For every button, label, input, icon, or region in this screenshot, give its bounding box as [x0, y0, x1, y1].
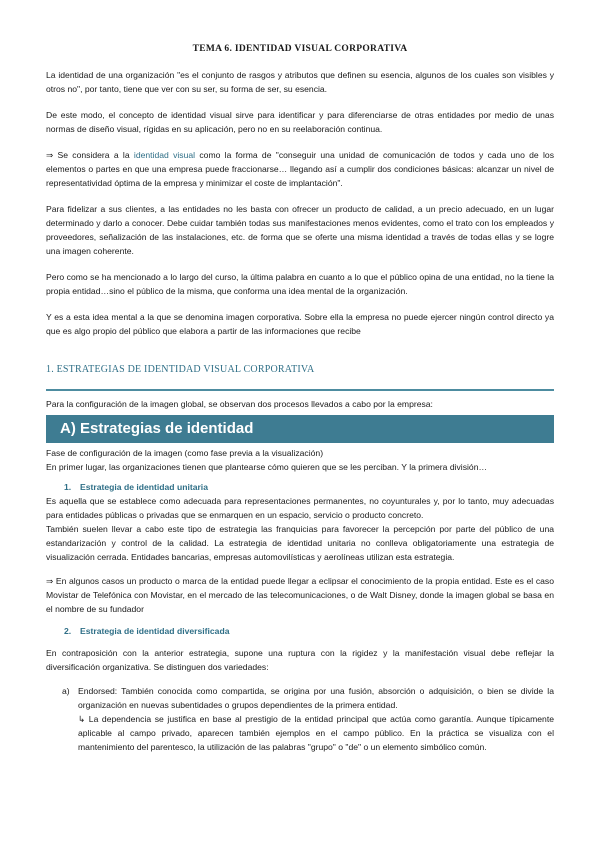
- section-divider: [46, 389, 554, 391]
- paragraph-identity-definition: La identidad de una organización "es el conjunto de rasgos y atributos que definen su esencia, algunos de los cuales son visibles y otros no", por tanto, tiene que ver con su ser, su forma de ser, su esencia.: [46, 70, 554, 94]
- paragraph-visual-identity-quote: [46, 148, 554, 190]
- quote-prefix: ⇒ Se considera a la: [46, 150, 134, 160]
- document-title: TEMA 6. IDENTIDAD VISUAL CORPORATIVA: [192, 44, 408, 54]
- list-item-endorsed: [62, 684, 554, 754]
- subheading-title: Estrategia de identidad diversificada: [80, 626, 230, 636]
- paragraph-client-fidelity: Para fidelizar a sus clientes, a las entidades no les basta con ofrecer un producto de calidad, a un precio adecuado, en un lugar determinado y darlo a conocer. Debe cuidar también todas sus manifestaciones menos evidentes, como el trato con los empleados y proveedores, señalización de las instalaciones, etc. de forma que se oferte una misma identidad a través de todas ellas y se logre una imagen coherente.: [46, 204, 554, 256]
- banner-estrategias-identidad: A) Estrategias de identidad: [46, 415, 554, 443]
- paragraph-corporate-image: Y es a esta idea mental a la que se denomina imagen corporativa. Sobre ella la empresa no puede ejercer ningún control directo ya que es algo propio del público que elabora a partir de las informaciones que recibe: [46, 312, 554, 336]
- paragraph-unitaria-definition: Es aquella que se establece como adecuada para representaciones permanentes, no coyunturales y, por lo tanto, muy adecuadas para entidades públicas o privadas que se enmarquen en un espacio, servicio o producto concreto.: [46, 496, 554, 520]
- paragraph-unitaria-eclipse: ⇒ En algunos casos un producto o marca de la entidad puede llegar a eclipsar el conocimiento de la propia entidad. Este es el caso Movistar de Telefónica con Movistar, en el mercado de las telecomunicaciones, o de Walt Disney, donde la imagen global se basa en el nombre de su fundador: [46, 576, 554, 614]
- quote-suffix: como la forma de "conseguir una unidad de comunicación de todos y cada uno de los elementos o partes en que una empresa puede fraccionarse… llegando así a cumplir dos condiciones básicas: alcanzar un nivel de representatividad óptima de la empresa y minimizar el coste de implantación".: [46, 150, 554, 188]
- paragraph-public-opinion: Pero como se ha mencionado a lo largo del curso, la última palabra en cuanto a lo que el público opina de una entidad, no la tiene la propia entidad…sino el público de la misma, que conforma una idea mental de la organización.: [46, 272, 554, 296]
- highlight-identidad-visual: identidad visual: [133, 150, 196, 160]
- phase-line-1: Fase de configuración de la imagen (como fase previa a la visualización): [46, 448, 324, 458]
- paragraph-visual-identity-concept: De este modo, el concepto de identidad visual sirve para identificar y para diferenciarse de otras entidades por medio de unas normas de diseño visual, rígidas en su aplicación, pero no en su reelaboración continua.: [46, 110, 554, 134]
- list-item-endorsed-subtext: ↳ La dependencia se justifica en base al prestigio de la entidad principal que actúa como garantía. Aunque típicamente aplicable al campo privado, aparecen también ejemplos en el campo público. En la práctica se visualiza con el mantenimiento del parentesco, la utilización de las palabras "grupo" o "de" o un elemento simbólico común.: [78, 714, 554, 752]
- section-intro: Para la configuración de la imagen global, se observan dos procesos llevados a cabo por la empresa:: [46, 399, 433, 409]
- subheading-identidad-unitaria: [64, 482, 554, 492]
- phase-line-2: En primer lugar, las organizaciones tienen que plantearse cómo quieren que se les perciban. Y la primera división…: [46, 462, 488, 472]
- paragraph-diversificada-intro: En contraposición con la anterior estrategia, supone una ruptura con la rigidez y la manifestación visual debe reflejar la diversificación organizativa. Se distinguen dos variedades:: [46, 648, 554, 672]
- subheading-title: Estrategia de identidad unitaria: [80, 482, 208, 492]
- subheading-number: 1.: [64, 482, 72, 492]
- list-marker: a): [62, 686, 70, 696]
- section-heading: 1. ESTRATEGIAS DE IDENTIDAD VISUAL CORPORATIVA: [46, 364, 315, 375]
- subheading-identidad-diversificada: [64, 626, 554, 636]
- list-item-endorsed-text: Endorsed: También conocida como compartida, se origina por una fusión, absorción o adquisición, o bien se divide la organización en nuevas subentidades o grupos dependientes de la primera entidad.: [78, 686, 554, 710]
- subheading-number: 2.: [64, 626, 72, 636]
- paragraph-unitaria-franchises: También suelen llevar a cabo este tipo de estrategia las franquicias para favorecer la percepción por parte del público de una estandarización y control de la calidad. La estrategia de identidad unitaria no conlleva obligatoriamente una estrategia de visualización cerrada. Entidades bancarias, empresas automovilísticas y aerolíneas utilizan esta estrategia.: [46, 524, 554, 562]
